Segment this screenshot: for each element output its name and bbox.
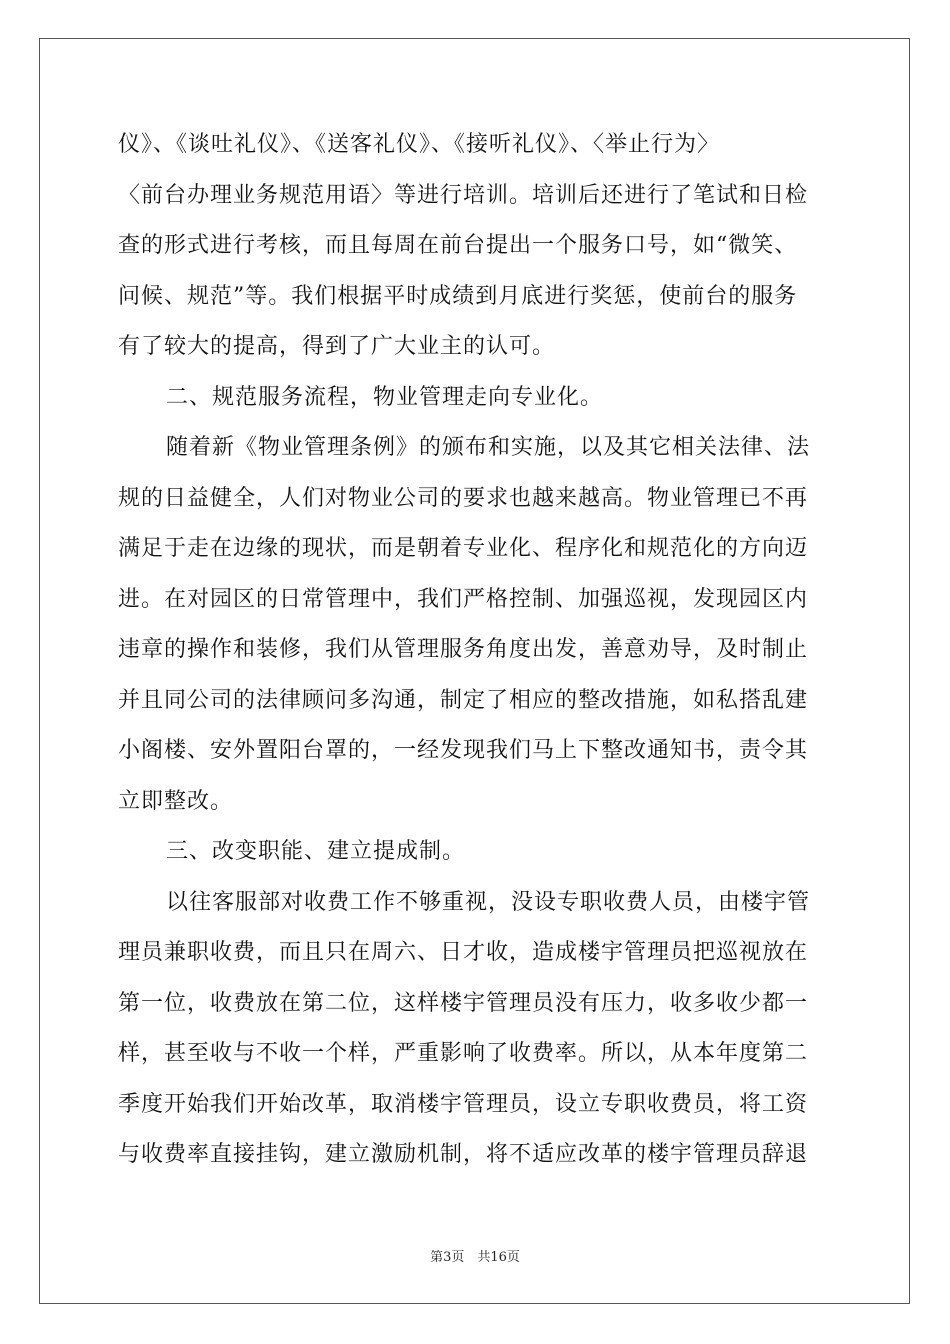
text-line: 满足于走在边缘的现状，而是朝着专业化、程序化和规范化的方向迈: [118, 536, 809, 561]
text-line: 查的形式进行考核，而且每周在前台提出一个服务口号，如“微笑、: [118, 233, 798, 258]
text-line: 违章的操作和装修，我们从管理服务角度出发，善意劝导，及时制止: [118, 637, 809, 662]
text-line: 理员兼职收费，而且只在周六、日才收，造成楼宇管理员把巡视放在: [118, 940, 809, 965]
section-heading: 二、规范服务流程，物业管理走向专业化。: [166, 384, 604, 410]
document-body: [118, 127, 832, 1188]
text-line: 规的日益健全，人们对物业公司的要求也越来越高。物业管理已不再: [118, 485, 809, 511]
text-line: 小阁楼、安外置阳台罩的，一经发现我们马上下整改通知书，责令其: [118, 738, 809, 763]
text-line: 〈前台办理业务规范用语〉等进行培训。培训后还进行了笔试和日检: [118, 182, 809, 208]
text-line: 季度开始我们开始改革，取消楼宇管理员，设立专职收费员，将工资: [118, 1091, 809, 1117]
section-heading: 三、改变职能、建立提成制。: [166, 839, 466, 864]
text-line: 第一位，收费放在第二位，这样楼宇管理员没有压力，收多收少都一: [118, 990, 809, 1016]
text-line: 问候、规范”等。我们根据平时成绩到月底进行奖惩，使前台的服务: [118, 283, 798, 309]
text-line: 样，甚至收与不收一个样，严重影响了收费率。所以，从本年度第二: [118, 1041, 809, 1066]
text-line: 随着新《物业管理条例》的颁布和实施，以及其它相关法律、法: [166, 435, 811, 460]
text-line: 以往客服部对收费工作不够重视，没设专职收费人员，由楼宇管: [166, 889, 811, 915]
text-line: 有了较大的提高，得到了广大业主的认可。: [118, 334, 556, 359]
text-line: 并且同公司的法律顾问多沟通，制定了相应的整改措施，如私搭乱建: [118, 687, 809, 713]
text-line: 与收费率直接挂钩，建立激励机制，将不适应改革的楼宇管理员辞退: [118, 1142, 809, 1167]
page-footer: 第3页 共16页: [430, 1250, 520, 1265]
text-line: 仪》、《谈吐礼仪》、《送客礼仪》、《接听礼仪》、〈举止行为〉: [118, 132, 721, 157]
text-line: 立即整改。: [118, 788, 234, 814]
text-line: 进。在对园区的日常管理中，我们严格控制、加强巡视，发现园区内: [118, 586, 809, 612]
